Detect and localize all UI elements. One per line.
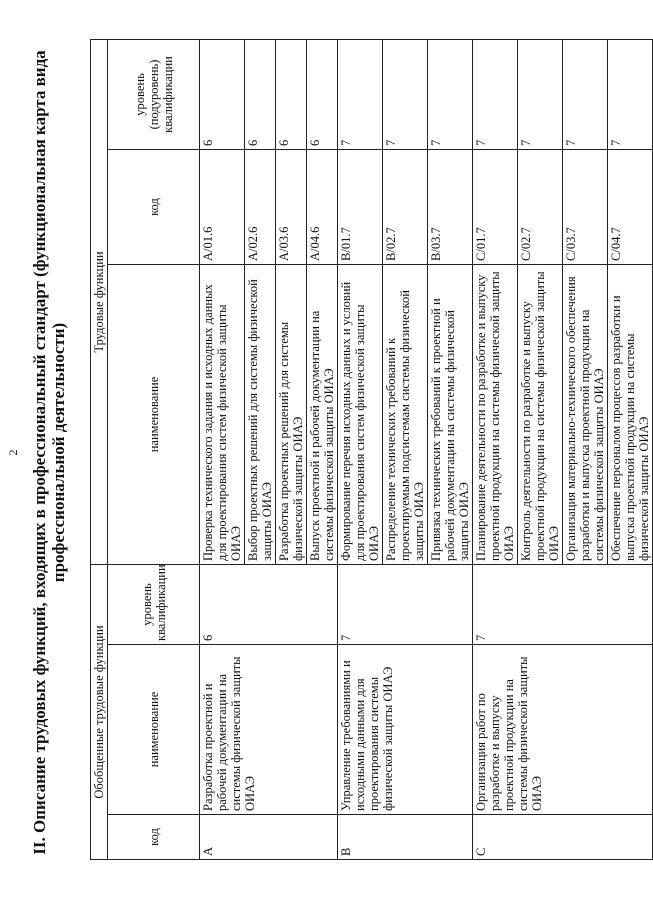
tf-name: Разработка проектных решений для системы физической защиты ОИАЭ (276, 264, 307, 564)
tf-level: 6 (307, 39, 338, 149)
tf-level: 6 (200, 39, 245, 149)
table-row (200, 39, 245, 859)
gtf-name: Управление требованиями и исходными данными для проектирования системы физической защиты ОИАЭ (338, 645, 473, 815)
table-row (473, 39, 518, 859)
functional-map-table (90, 39, 653, 860)
tf-level: 7 (338, 39, 383, 149)
tf-code: B/03.7 (428, 149, 473, 264)
tf-level: 7 (608, 39, 653, 149)
tf-name: Обеспечение персоналом процессов разработки и выпуска проектной продукции на системы физической защиты ОИАЭ (608, 264, 653, 564)
section-title (30, 0, 68, 905)
tf-code: C/04.7 (608, 149, 653, 264)
gtf-name: Разработка проектной и рабочей документации на системы физической защиты ОИАЭ (200, 645, 338, 815)
gtf-code: A (200, 815, 338, 860)
tf-code: A/04.6 (307, 149, 338, 264)
table-row (338, 39, 383, 859)
tf-name: Формирование перечня исходных данных и условий для проектирования систем физической защиты ОИАЭ (338, 264, 383, 564)
tf-level: 6 (276, 39, 307, 149)
tf-name: Контроль деятельности по разработке и выпуску проектной продукции на системы физической защиты ОИАЭ (518, 264, 563, 564)
table-header (91, 39, 200, 859)
tf-code: A/02.6 (245, 149, 276, 264)
header-tf-code: код (108, 149, 200, 264)
page-number: 2 (6, 449, 20, 456)
tf-code: C/01.7 (473, 149, 518, 264)
tf-code: B/01.7 (338, 149, 383, 264)
tf-level: 7 (383, 39, 428, 149)
tf-level: 7 (518, 39, 563, 149)
header-gtf-name: наименование (108, 645, 200, 815)
header-tf-level: уровень (подуровень) квалификации (108, 39, 200, 149)
tf-code: C/03.7 (563, 149, 608, 264)
tf-level: 7 (563, 39, 608, 149)
gtf-level: 6 (200, 564, 338, 644)
tf-name: Привязка технических требований к проектной и рабочей документации на системы физической защиты ОИАЭ (428, 264, 473, 564)
tf-name: Организация материально-технического обеспечения разработки и выпуска проектной продукции на системы физической защиты ОИАЭ (563, 264, 608, 564)
tf-name: Распределение технических требований к проектируемым подсистемам системы физической защиты ОИАЭ (383, 264, 428, 564)
gtf-code: B (338, 815, 473, 860)
gtf-level: 7 (473, 564, 653, 644)
header-gtf: Обобщенные трудовые функции (91, 564, 108, 859)
header-tf: Трудовые функции (91, 39, 108, 564)
tf-code: C/02.7 (518, 149, 563, 264)
tf-code: A/01.6 (200, 149, 245, 264)
gtf-name: Организация работ по разработке и выпуску проектной продукции на системы физической защиты ОИАЭ (473, 645, 653, 815)
header-gtf-level: уровень квалификации (108, 564, 200, 644)
section-title-line2: профессиональной деятельности) (49, 322, 68, 583)
gtf-level: 7 (338, 564, 473, 644)
tf-name: Выпуск проектной и рабочей документации на системы физической защиты ОИАЭ (307, 264, 338, 564)
header-gtf-code: код (108, 815, 200, 860)
tf-level: 7 (473, 39, 518, 149)
tf-code: B/02.7 (383, 149, 428, 264)
tf-level: 6 (245, 39, 276, 149)
header-tf-name: наименование (108, 264, 200, 564)
table-body (200, 39, 653, 859)
section-title-line1: II. Описание трудовых функций, входящих в профессиональный стандарт (функциональная карта вида (30, 50, 49, 855)
tf-name: Выбор проектных решений для системы физической защиты ОИАЭ (245, 264, 276, 564)
tf-name: Планирование деятельности по разработке и выпуску проектной продукции на системы физической защиты ОИАЭ (473, 264, 518, 564)
tf-name: Проверка технического задания и исходных данных для проектирования систем физической защиты ОИАЭ (200, 264, 245, 564)
tf-code: A/03.6 (276, 149, 307, 264)
tf-level: 7 (428, 39, 473, 149)
gtf-code: C (473, 815, 653, 860)
